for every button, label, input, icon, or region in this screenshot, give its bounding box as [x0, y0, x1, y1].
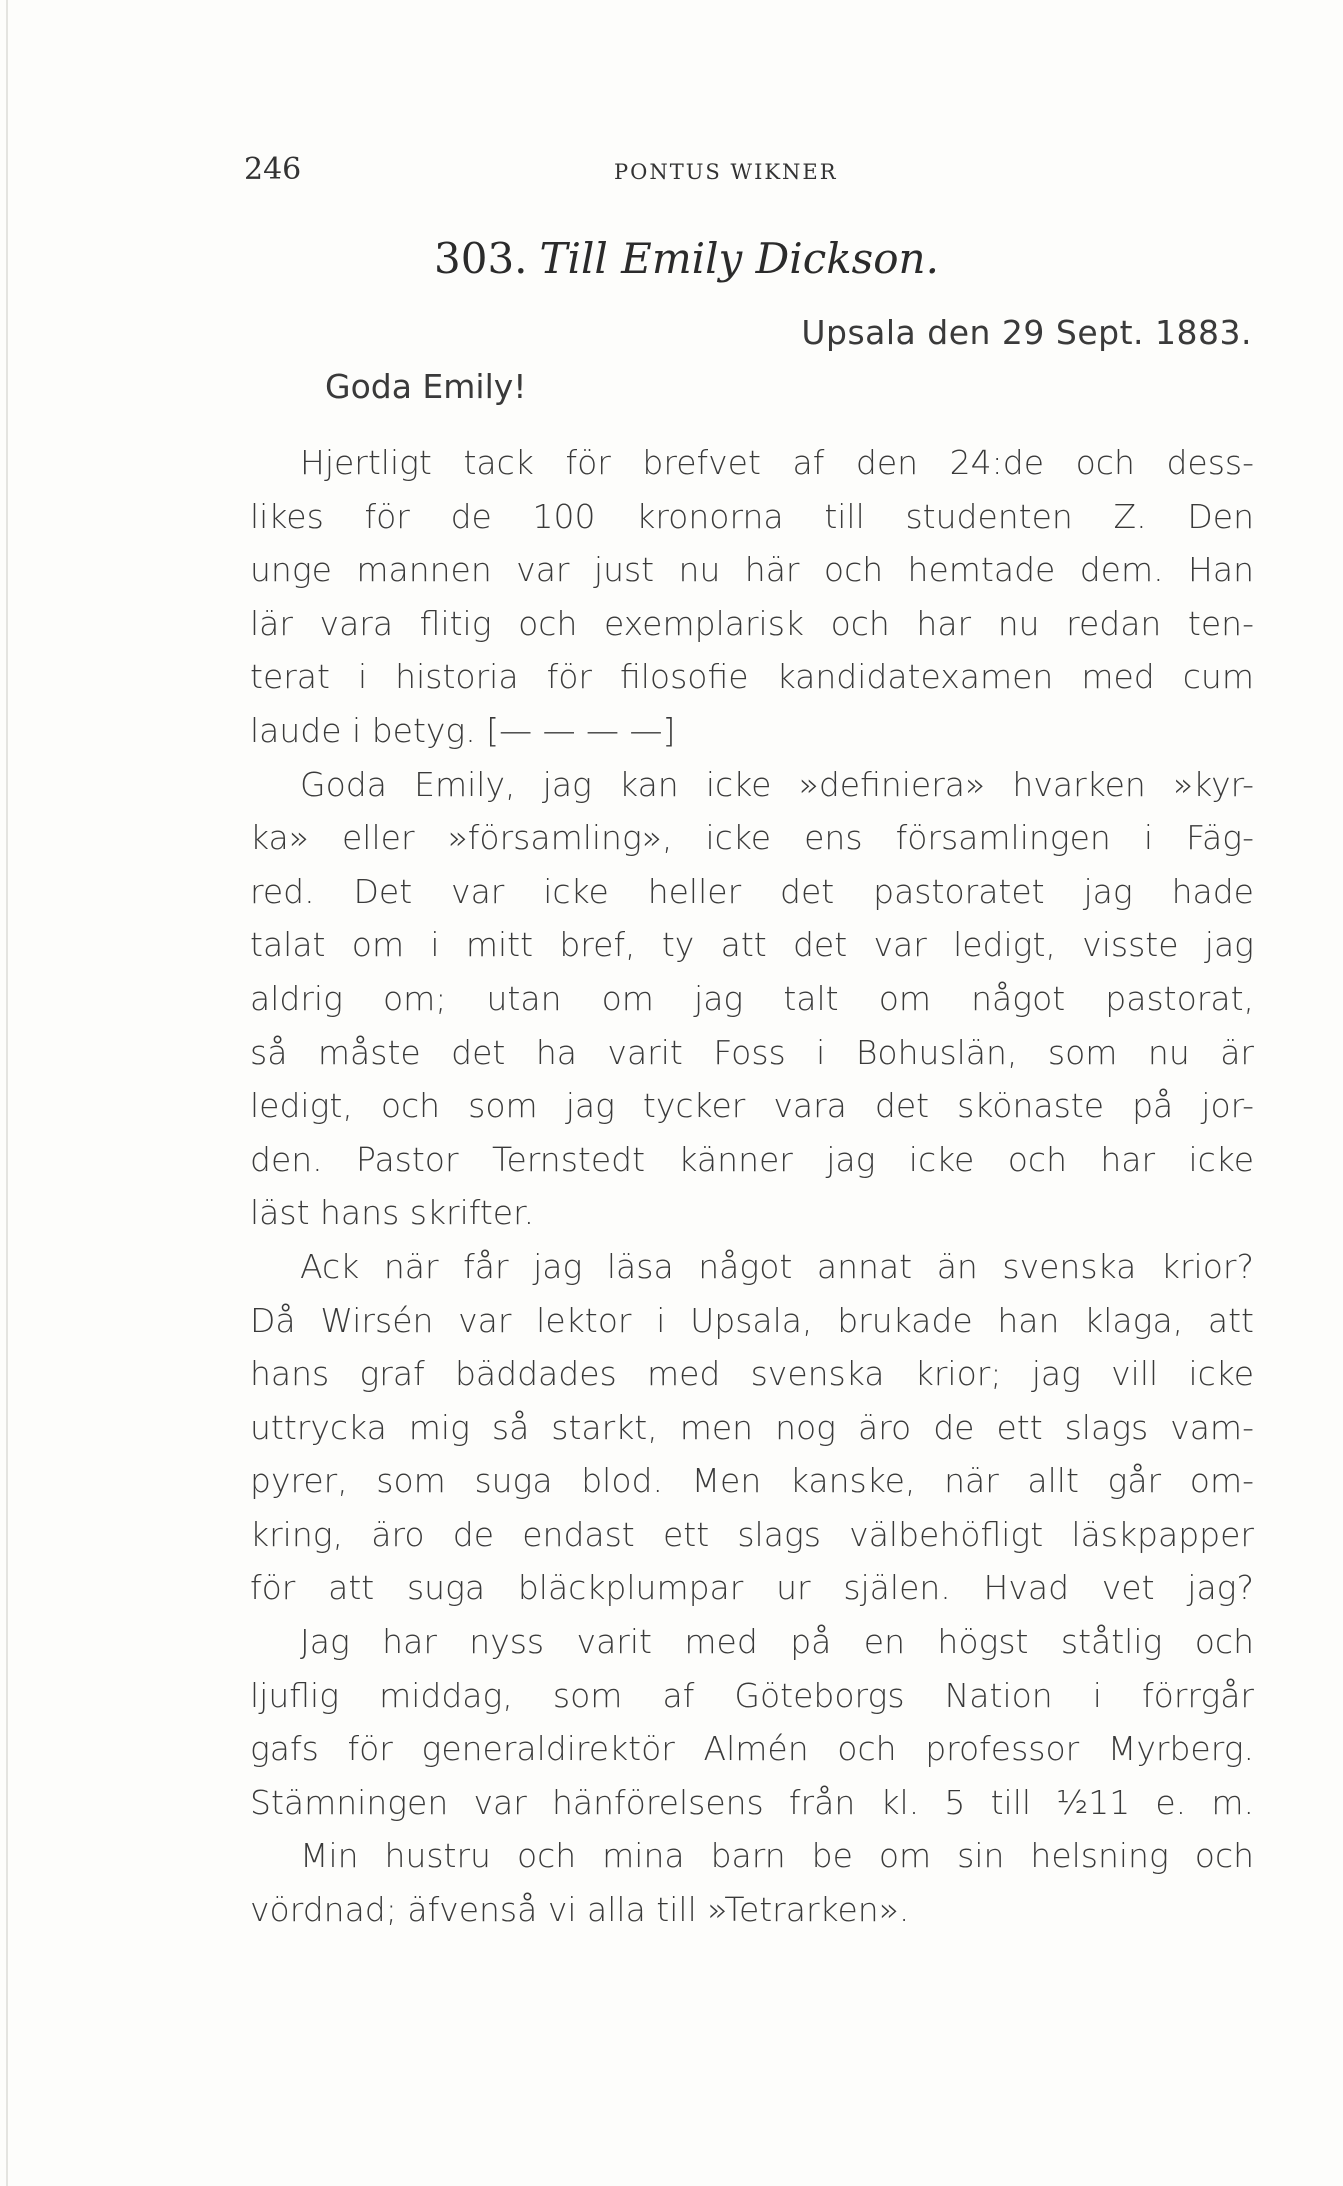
letter-salutation: Goda Emily! — [325, 367, 527, 406]
body-line: aldrig om; utan om jag talt om något pastorat, — [250, 978, 1254, 1018]
body-line: terat i historia för filosofie kandidatexamen med cum — [250, 657, 1254, 697]
letter-dateline: Upsala den 29 Sept. 1883. — [801, 313, 1252, 352]
body-line: Stämningen var hänförelsens från kl. 5 till ½11 e. m. — [250, 1782, 1254, 1822]
running-title: PONTUS WIKNER — [614, 160, 838, 184]
body-line: vördnad; äfvenså vi alla till »Tetrarken». — [250, 1890, 910, 1930]
body-line: Då Wirsén var lektor i Upsala, brukade han klaga, att — [250, 1300, 1254, 1340]
body-line: pyrer, som suga blod. Men kanske, när allt går om- — [250, 1461, 1254, 1501]
body-line: Jag har nyss varit med på en högst ståtlig och — [300, 1622, 1254, 1662]
body-line: talat om i mitt bref, ty att det var ledigt, visste jag — [250, 925, 1254, 965]
letter-body — [250, 436, 1254, 1937]
body-line: laude i betyg. [— — — —] — [250, 710, 676, 750]
letter-heading — [434, 234, 939, 283]
body-line: läst hans skrifter. — [250, 1193, 535, 1233]
page-number: 246 — [244, 152, 302, 187]
letter-number: 303. — [434, 234, 528, 283]
body-line: unge mannen var just nu här och hemtade dem. Han — [250, 550, 1254, 590]
body-line: uttrycka mig så starkt, men nog äro de ett slags vam- — [250, 1407, 1254, 1447]
body-line: ledigt, och som jag tycker vara det skönaste på jor- — [250, 1086, 1254, 1126]
body-line: gafs för generaldirektör Almén och professor Myrberg. — [250, 1729, 1254, 1769]
body-line: Min hustru och mina barn be om sin helsning och — [300, 1836, 1254, 1876]
body-line: hans graf bäddades med svenska krior; jag vill icke — [250, 1354, 1254, 1394]
body-line: likes för de 100 kronorna till studenten Z. Den — [250, 496, 1254, 536]
body-line: lär vara flitig och exemplarisk och har nu redan ten- — [250, 603, 1254, 643]
body-line: ljuflig middag, som af Göteborgs Nation i förrgår — [250, 1675, 1254, 1715]
running-head — [244, 152, 1064, 192]
body-line: Hjertligt tack för brefvet af den 24:de och dess- — [300, 443, 1254, 482]
body-line: ka» eller »församling», icke ens församlingen i Fäg- — [250, 818, 1254, 858]
body-line: så måste det ha varit Foss i Bohuslän, som nu är — [250, 1032, 1254, 1072]
body-line: red. Det var icke heller det pastoratet jag hade — [250, 871, 1254, 911]
body-line: för att suga bläckplumpar ur själen. Hvad vet jag? — [250, 1568, 1254, 1608]
body-line: Goda Emily, jag kan icke »definiera» hvarken »kyr- — [300, 764, 1254, 804]
letter-title: Till Emily Dickson. — [539, 234, 939, 283]
body-line: kring, äro de endast ett slags välbehöfligt läskpapper — [250, 1514, 1254, 1554]
body-line: den. Pastor Ternstedt känner jag icke och har icke — [250, 1139, 1254, 1179]
body-line: Ack när får jag läsa något annat än svenska krior? — [300, 1246, 1254, 1286]
page-edge-line — [6, 0, 8, 2186]
